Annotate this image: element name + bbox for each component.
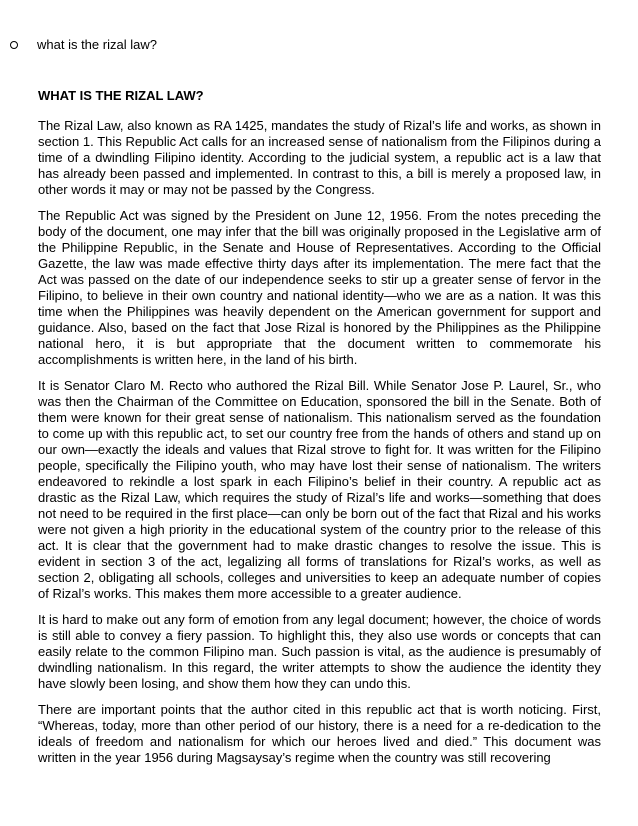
paragraph-5: There are important points that the author cited in this republic act that is worth noticing. First, “Whereas, today, more than other period of our history, there is a need for a re-dedication to the ideals of freedom and nationalism for which our heroes lived and died.” This document was written in the year 1956 during Magsaysay’s regime when the country was still recovering xyxy=(38,702,601,765)
paragraph-1: The Rizal Law, also known as RA 1425, mandates the study of Rizal’s life and works, as shown in section 1. This Republic Act calls for an increased sense of nationalism from the Filipinos during a time of a dwindling Filipino identity. According to the judicial system, a republic act is a law that has already been passed and implemented. In contrast to this, a bill is merely a proposed law, in other words it may or may not be passed by the Congress. xyxy=(38,118,601,197)
paragraph-3: It is Senator Claro M. Recto who authored the Rizal Bill. While Senator Jose P. Laurel, Sr., who was then the Chairman of the Committee on Education, sponsored the bill in the Senate. Both of them were known for their great sense of nationalism. This nationalism served as the foundation to come up with this republic act, to set our country free from the hands of others and stand up on our own—exactly the ideals and values that Rizal strove to fight for. It was written for the Filipino people, specifically the Filipino youth, who may have lost their sense of nationalism. The writers endeavored to rekindle a lost spark in each Filipino’s belief in their country. A republic act as drastic as the Rizal Law, which requires the study of Rizal’s life and works—something that does not need to be required in the first place—can only be born out of the fact that Rizal and his works were not given a high priority in the educational system of the country prior to the release of this act. It is clear that the government had to make drastic changes to resolve the issue. This is evident in section 3 of the act, legalizing all forms of translations for Rizal’s works, as well as section 2, obligating all schools, colleges and universities to keep an adequate number of copies of Rizal’s works. This makes them more accessible to a greater audience. xyxy=(38,378,601,601)
bullet-item xyxy=(10,37,157,53)
paragraph-4: It is hard to make out any form of emotion from any legal document; however, the choice of words is still able to convey a fiery passion. To highlight this, they also use words or concepts that can easily relate to the common Filipino man. Such passion is vital, as the audience is presumably of dwindling nationalism. In this regard, the writer attempts to show the audience the identity they have slowly been losing, and show them how they can undo this. xyxy=(38,612,601,691)
document-title: WHAT IS THE RIZAL LAW? xyxy=(38,88,204,103)
bullet-text: what is the rizal law? xyxy=(37,37,157,52)
paragraph-2: The Republic Act was signed by the President on June 12, 1956. From the notes preceding the body of the document, one may infer that the bill was originally proposed in the Legislative arm of the Philippine Republic, in the Senate and House of Representatives. According to the Official Gazette, the law was made effective thirty days after its implementation. The mere fact that the Act was passed on the date of our independence seeks to stir up a greater sense of fervor in the Filipino, to believe in their own country and national identity—who we are as a nation. It was this time when the Philippines was heavily dependent on the American government for support and guidance. Also, based on the fact that Jose Rizal is honored by the Philippines as the Philippine national hero, it is but appropriate that the document written to commemorate his accomplishments is written here, in the land of his birth. xyxy=(38,208,601,367)
hollow-circle-bullet-icon xyxy=(10,41,18,49)
document-body xyxy=(38,118,601,776)
